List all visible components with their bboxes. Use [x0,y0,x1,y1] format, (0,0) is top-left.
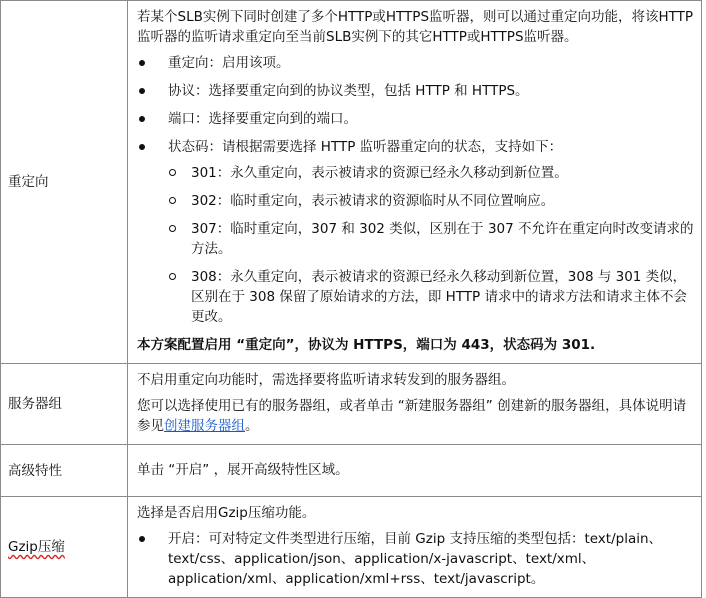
table-row-redirect [1,1,702,364]
server-group-line2: 您可以选择使用已有的服务器组，或者单击 “新建服务器组” 创建新的服务器组，具体说明请参见创建服务器组。 [137,398,687,434]
row-content-cell [128,497,702,598]
bullet-icon [139,144,145,150]
list-item: 状态码：请根据需要选择 HTTP 监听器重定向的状态，支持如下： 301：永久重定向，表示被请求的资源已经永久移动到新位置。 302：临时重定向，表示被请求的资源临时从不同位置响应。 307：临时重定向，307 和 302 类似，区别在于 307 不允许在重定向时改变请求的方法。 308：永久重定向，表示被请求的资源已经永久移动到新位置，308 与 301 类似，区别在于 308 保留了原始请求的方法，即 HTTP 请求中的请求方法和请求主体不会更改。 [137,137,695,327]
row-content-cell [128,445,702,497]
list-item: 端口：选择要重定向到的端口。 [137,109,695,129]
row-label: 服务器组 [8,396,62,412]
list-item: 302：临时重定向，表示被请求的资源临时从不同位置响应。 [168,191,695,211]
bullet-icon [139,88,145,94]
circle-bullet-icon [169,169,176,176]
list-item: 重定向：启用该项。 [137,53,695,73]
bullet-icon [139,536,145,542]
status-code-list [168,163,695,327]
row-label: 重定向 [8,174,49,190]
gzip-line1: 选择是否启用Gzip压缩功能。 [137,505,316,521]
table-row-gzip [1,497,702,598]
list-item: 308：永久重定向，表示被请求的资源已经永久移动到新位置，308 与 301 类似，区别在于 308 保留了原始请求的方法，即 HTTP 请求中的请求方法和请求主体不会更改。 [168,267,695,327]
redirect-options-list [137,53,695,327]
row-label-cell [1,364,128,445]
row-content-cell [128,364,702,445]
circle-bullet-icon [169,225,176,232]
row-label-cell [1,445,128,497]
row-label-cell [1,1,128,364]
table-row-advanced [1,445,702,497]
gzip-options-list [137,529,695,589]
row-label: Gzip压缩 [8,539,65,555]
table-row-server-group [1,364,702,445]
advanced-line1: 单击 “开启” ，展开高级特性区域。 [137,461,349,478]
list-item: 开启：可对特定文件类型进行压缩，目前 Gzip 支持压缩的类型包括：text/plain、text/css、application/json、application/x-javascript、text/xml、application/xml、application/xml+rss、text/javascript。 [137,529,695,589]
bullet-icon [139,116,145,122]
redirect-conclusion: 本方案配置启用 “重定向”，协议为 HTTPS，端口为 443，状态码为 301. [137,337,596,353]
list-item: 协议：选择要重定向到的协议类型，包括 HTTP 和 HTTPS。 [137,81,695,101]
circle-bullet-icon [169,273,176,280]
redirect-intro: 若某个SLB实例下同时创建了多个HTTP或HTTPS监听器，则可以通过重定向功能，将该HTTP监听器的监听请求重定向至当前SLB实例下的其它HTTP或HTTPS监听器。 [137,9,694,45]
list-item: 307：临时重定向，307 和 302 类似，区别在于 307 不允许在重定向时改变请求的方法。 [168,219,695,259]
list-item: 301：永久重定向，表示被请求的资源已经永久移动到新位置。 [168,163,695,183]
create-server-group-link[interactable]: 创建服务器组 [164,418,245,434]
bullet-icon [139,60,145,66]
row-content-cell [128,1,702,364]
row-label-cell [1,497,128,598]
row-label: 高级特性 [8,462,62,479]
server-group-line1: 不启用重定向功能时，需选择要将监听请求转发到的服务器组。 [137,372,515,388]
circle-bullet-icon [169,197,176,204]
